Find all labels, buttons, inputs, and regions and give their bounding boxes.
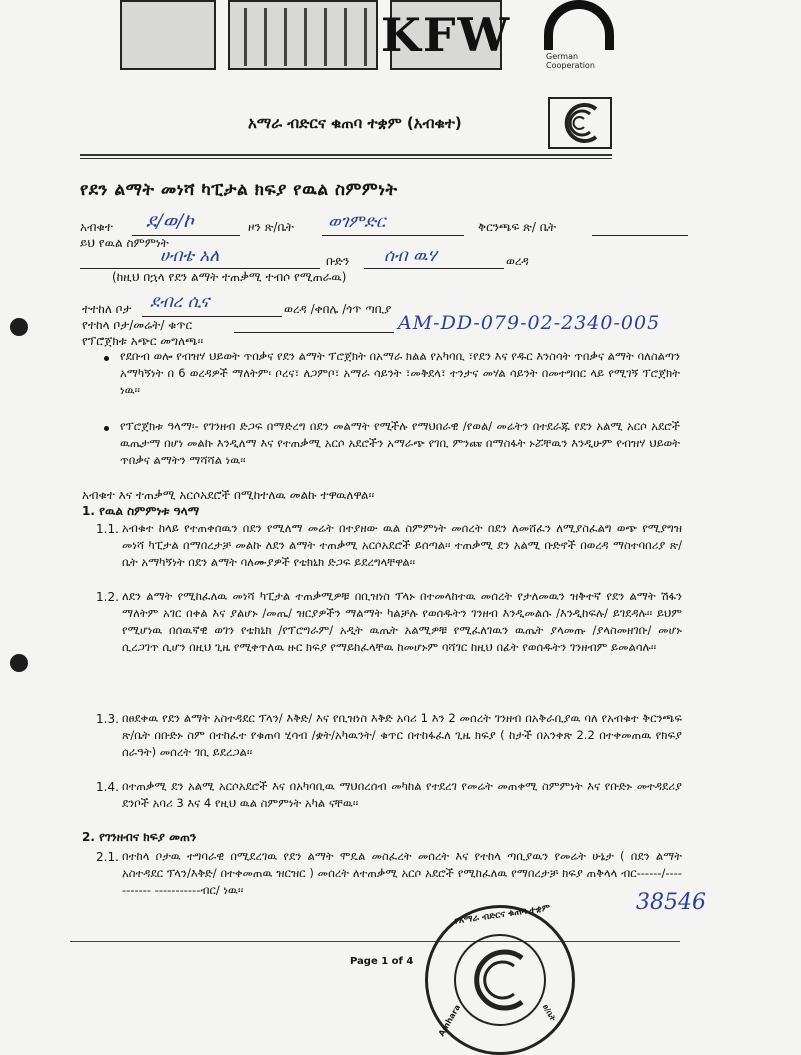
branch-label: ቅርንጫፍ ጽ/ ቤት (478, 220, 557, 234)
page-number: Page 1 of 4 (350, 956, 414, 967)
org-name: አማራ ብድርና ቁጠባ ተቋም (አብቁተ) (248, 114, 462, 132)
arch-icon (544, 0, 614, 50)
zone-label: ዞን ጽ/ቤት (248, 220, 294, 234)
clause-number: 2.1. (96, 850, 119, 864)
clause-text: አብቁተ ከላይ የተጠቀሰዉን በደን የሚለማ መሬት በተያዘው ዉል ስምምነት መሰረት በደን ለመሸፈን ለሚያስፈልግ ወጭ የሚያግዝ መነሻ ካፒታል በማበረታቻ መልኩ ለደን ልማት ተጠቃሚ አርሶአደሮች ይሰጣል፡፡ ተጠቃሚ ደን አልሚ ቡድኖች በወረዳ ማስተባበሪያ ጽ/ ቤት አማካኝነት በደን ልማት ባለሙያዎች የቴክኒክ ድጋፍ ይደረግላቸዋል፡፡ (122, 521, 682, 569)
site-number-field-line (234, 332, 394, 333)
stamp-emblem-icon (454, 934, 546, 1026)
kfw-logo (380, 0, 512, 70)
official-stamp (425, 905, 575, 1055)
footer-divider (70, 941, 680, 942)
project-intro: የፕሮጀክቱ አጭር መግለጫ፡፡ (82, 334, 204, 348)
zone-field-line (322, 235, 464, 236)
site-value: ደብረ ሲና (150, 292, 210, 312)
kebele-field-line (364, 268, 504, 269)
partner-logo-building (228, 0, 378, 70)
kebele-label: ቡድን (326, 254, 350, 268)
bullet-dot (104, 426, 109, 431)
site-number-label: የተከላ ቦታ/መሬት/ ቁጥር (82, 318, 193, 332)
branch-field-line (592, 235, 688, 236)
clause-number: 1.1. (96, 522, 119, 536)
document-title: የደን ልማት መነሻ ካፒታል ክፍያ የዉል ስምምነት (80, 180, 398, 200)
site-number-value: AM-DD-079-02-2340-005 (398, 312, 661, 334)
bullet-item: የፕሮጀክቱ ዓላማ፡- የገንዘብ ድጋፍ በማድረግ በደን መልማት የሚችሉ የማህበራዊ /የወል/ መሬትን በተደራጁ የደን አልሚ አርሶ አደሮች ዉጤታማ በሆነ መልኩ እንዲለማ እና የተጠቃሚ አርሶ አደሮችን አማራጭ የገቢ ምንጩ በማስፋት ኑሯቸዉን እንዲሁም የብዝሃ ህይወት ጥበቃና ልማትን ማሻሻል ነዉ፡፡ (120, 419, 680, 467)
hereafter-note: (ከዚህ በኋላ የደን ልማት ተጠቃሚ ተብሶ የሚጠራዉ) (112, 270, 347, 284)
site-label: ተተከለ ቦታ (82, 302, 132, 316)
clause-text: በፀደቀዉ የደን ልማት አስተዳደር ፕላን/ እቅድ/ እና የቢዝነስ እቅድ አባሪ 1 እን 2 መሰረት ገንዘብ በአቅራቢያዉ ባለ የአብቁተ ቅርንጫፍ ጽ/ቤት በቡድኑ ስም በተከፈተ የቁጠባ ሂሳብ /ቋት/አካዉንት/ ቁጥር በተከፋፈለ ጊዜ ክፍያ ( ከታች በአንቀጽ 2.2 በተቀመጠዉ የክፍያ ሰራዓት) መሰረት ገቢ ይደረጋል፡፡ (122, 711, 682, 759)
header-divider (80, 154, 612, 156)
woreda-label: ወረዳ (506, 254, 529, 268)
punch-hole (10, 654, 28, 672)
kebele-value: ሰብ ዉሃ (384, 246, 437, 266)
clause-number: 1.3. (96, 712, 119, 726)
clause-number: 1.2. (96, 590, 119, 604)
header-divider-thin (80, 158, 612, 159)
bullet-dot (104, 356, 109, 361)
agreement-intro: አብቁተ እና ተጠቃሚ አርሶአደሮች በሚከተለዉ መልኩ ተዋዉለዋል፡፡ (82, 488, 375, 502)
clause-text: ለደን ልማት የሚከፈለዉ መነሻ ካፒታል ተጠቃሚዎቹ በቢዝነስ ፕላኑ በተመላከተዉ መሰረት የታለመዉን ዝቅተኛ የደን ልማት ሽፋን ማለትም አገር በቀል እና ያልሆኑ /መጤ/ ዝርያዎችን ማልማት ካልቻሉ የወሰዱትን ገንዘብ እንዲመልሱ /እንዲከፍሉ/ ይገደዳሉ፡፡ ይህም የሚሆነዉ በሰዉኛዊ ወገን የቴክኒክ /የፕሮግራም/ አዲት ዉጤት አልሚዎቹ የሚፈለገዉን ዉጤት ያላመጡ /ያላስመዘገቡ/ መሆኑ ሲረጋገጥ ሲሆን በዚህ ጊዜ የሚቀጥለዉ ዙር ክፍያ የማይከፈላቸዉ ከመሆኑም ባሻገር ከዚህ በፊት የወሰዱትን ገንዘብም ይመልሳሉ፡፡ (122, 589, 682, 654)
stamp-text-left: Amhara (436, 1003, 463, 1038)
clause-number: 1.4. (96, 780, 119, 794)
section-heading: 2. የገንዘብና ክፍያ መጠን (82, 830, 197, 844)
contract-label: ይህ የዉል ስምምነት (80, 236, 169, 250)
german-cooperation-logo (540, 0, 650, 80)
name-field-line (80, 268, 320, 269)
partner-logo-left (120, 0, 216, 70)
clause-text: በተጠቃሚ ደን አልሚ አርሶአደሮች እና በአካባቢዉ ማህበረሰብ መካከል የተደረገ የመሬት መጠቀሚ ስምምነት እና የቡድኑ መተዳደሪያ ደንቦች አባሪ 3 እና 4 የዚህ ዉል ስምምነት አካል ናቸዉ፡፡ (122, 779, 682, 810)
name-value: ሀብቴ አለ (160, 246, 220, 266)
site-location-label: ወረዳ /ቀበሌ /ጎጥ ጣቢያ (284, 302, 392, 316)
stamp-text-top: የአማራ ብድርና ቁጠባ ተቋም (453, 903, 551, 927)
abkute-label: አብቁተ (80, 220, 113, 234)
punch-hole (10, 318, 28, 336)
site-field-line (142, 316, 282, 317)
handwritten-number: 38546 (636, 890, 706, 915)
zone-value: ወገምድር (328, 212, 386, 232)
kfw-logo-text: KFW (380, 8, 512, 62)
german-cooperation-text: German Cooperation (546, 52, 595, 70)
stamp-text-right: ፀ/ቤት (540, 1002, 558, 1023)
abkute-value: ደ/ወ/ኮ (146, 210, 194, 232)
section-heading: 1. የዉል ስምምነቱ ዓላማ (82, 504, 200, 518)
acsi-logo-icon (548, 97, 612, 149)
bullet-item: የደቡብ ወሎ የብዝሃ ህይወት ጥበቃና የደን ልማት ፕሮጀክት በአማራ ክልል የአካባቢ ፣የደን እና የዱር እንስሳት ጥበቃና ልማት ባለስልጣን አማካኝነት በ 6 ወረዳዎች ማለትም፡ ቦረና፣ ለጋምቦ፣ አማራ ሳይንት ፣መቅደላ፣ ተንታና መሃል ሳይንት በመተግበር ላይ የሚገኝ ፕሮጀክት ነዉ፡፡ (120, 349, 680, 397)
clause-text: በተከላ ቦታዉ ተግባራዊ በሚደረገዉ የደን ልማት ሞዴል መስፈረት መሰረት እና የተከላ ጣቢያዉን የመሬት ሁኔታ ( በደን ልማት አስተዳደር ፕላን/እቅድ/ በተቀመጠዉ ዝርዝር ) መሰረት ለተጠቃሚ አርሶ አደሮች የሚከፈለዉ የማበረታቻ ክፍያ ጠቅላላ ብር------/----------- -----------ብር/ ነዉ፡፡ (122, 849, 682, 897)
